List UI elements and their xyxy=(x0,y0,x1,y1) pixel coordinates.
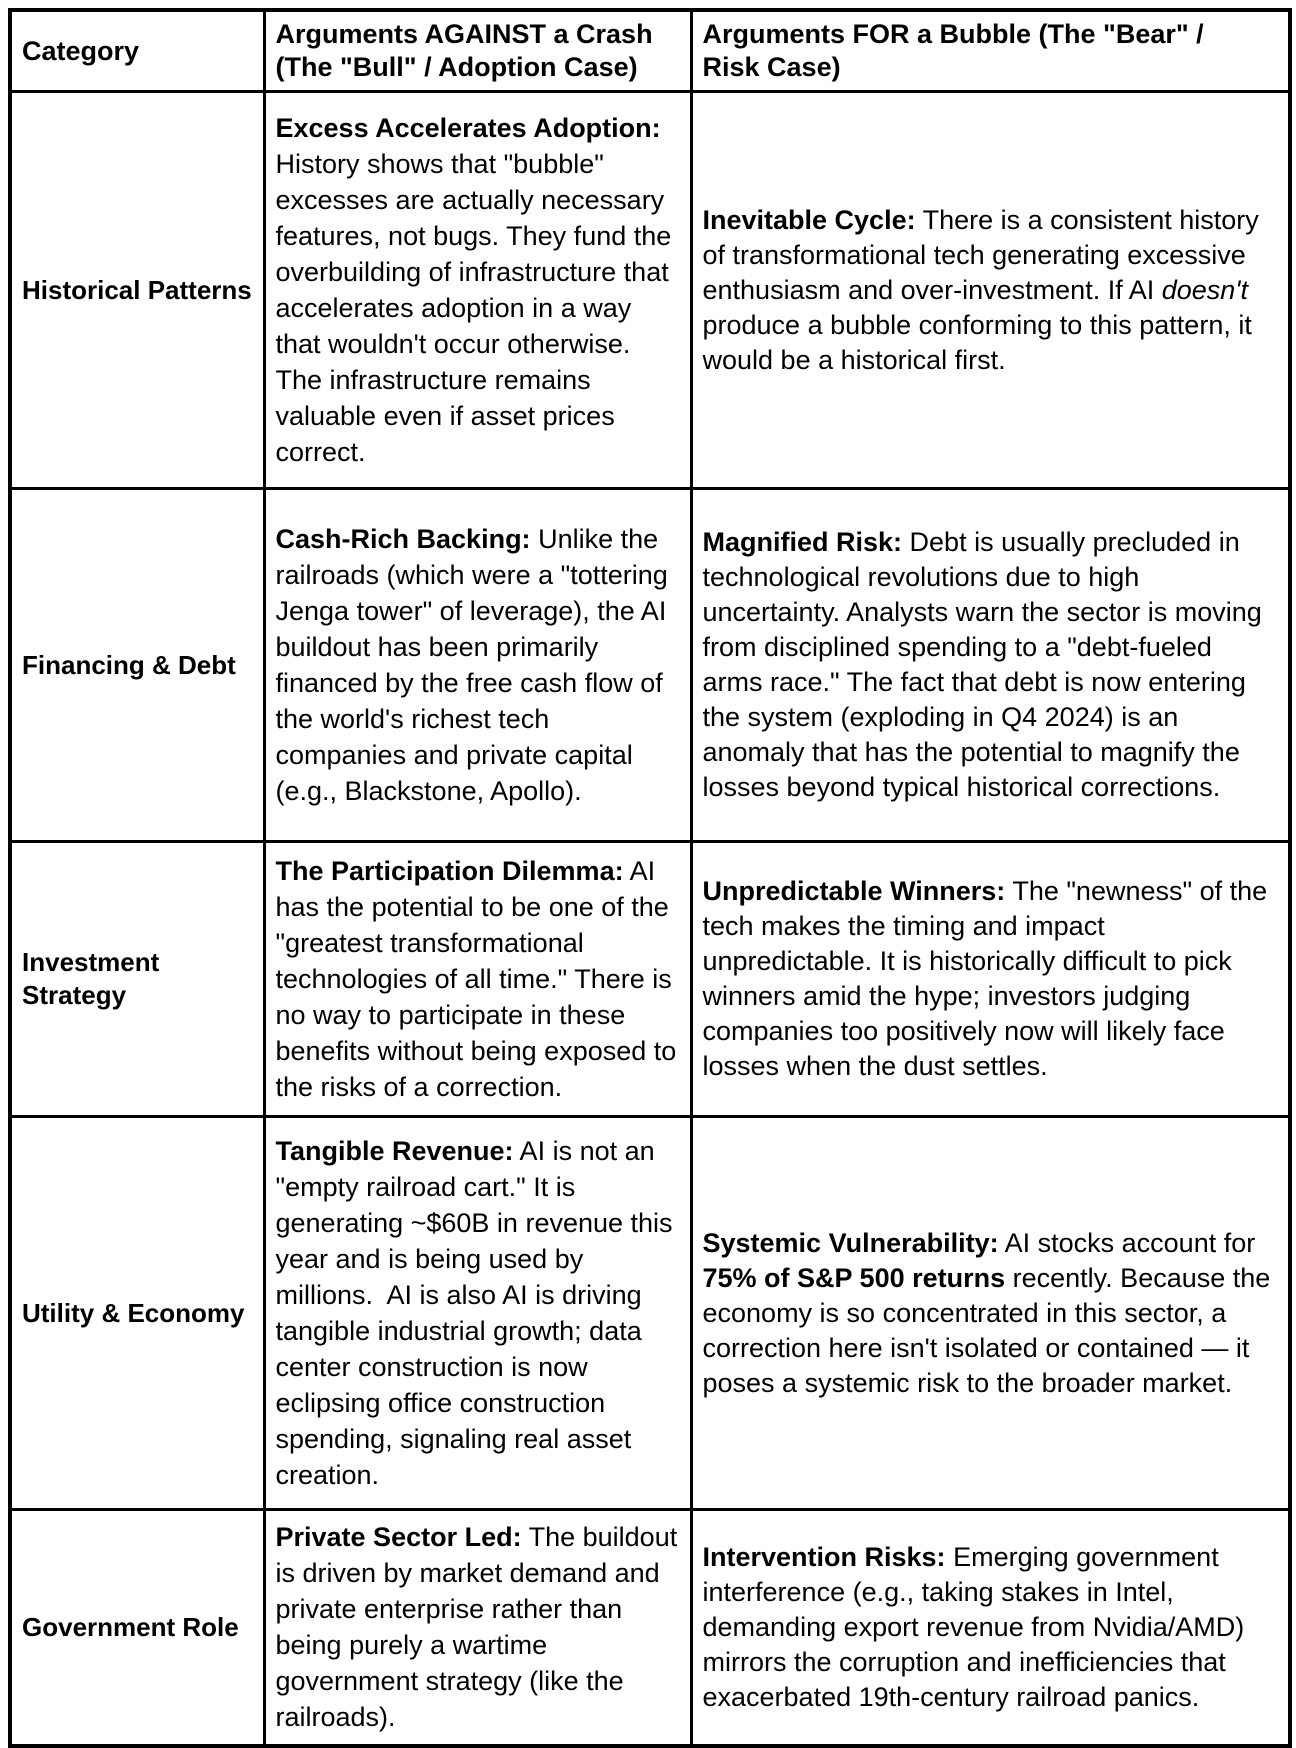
argument-lead: Intervention Risks: xyxy=(702,1541,946,1572)
argument-text-italic: doesn't xyxy=(1161,274,1248,305)
bull-argument-cell xyxy=(264,489,691,842)
argument-text: AI has the potential to be one of the "greatest transformational technologies of all time." There is no way to participate in these benefits without being exposed to the risks of a correction. xyxy=(275,856,684,1102)
category-label: Financing & Debt xyxy=(22,649,236,680)
argument-text: recently. Because the economy is so concentrated in this sector, a correction here isn't isolated or contained — it poses a systemic risk to the broader market. xyxy=(702,1262,1278,1398)
argument-text: The "newness" of the tech makes the timing and impact unpredictable. It is historically difficult to pick winners amid the hype; investors judging companies too positively now will likely face losses when the dust settles. xyxy=(702,876,1275,1081)
argument-text: produce a bubble conforming to this pattern, it would be a historical first. xyxy=(702,274,1260,375)
table-row-utility-economy xyxy=(10,1117,1290,1510)
argument-text: History shows that "bubble" excesses are actually necessary features, not bugs. They fund the overbuilding of infrastructure that accelerates adoption in a way that wouldn't occur otherwise. The infrastructure remains valuable even if asset prices correct. xyxy=(275,113,679,467)
header-row xyxy=(10,10,1290,92)
column-header-bull-line1: Arguments AGAINST a Crash xyxy=(275,19,653,49)
argument-lead: Excess Accelerates Adoption: xyxy=(275,113,661,143)
column-header-bear xyxy=(691,10,1290,92)
argument-text: AI stocks account for xyxy=(998,1227,1263,1258)
column-header-bull-line2: (The "Bull" / Adoption Case) xyxy=(275,52,638,82)
argument-lead: Tangible Revenue: xyxy=(275,1136,514,1166)
column-header-bull xyxy=(264,10,691,92)
argument-lead: The Participation Dilemma: xyxy=(275,856,624,886)
bear-argument-cell xyxy=(691,1510,1290,1746)
bull-argument-cell xyxy=(264,1510,691,1746)
category-cell xyxy=(10,842,264,1117)
argument-text: AI is not an "empty railroad cart." It is generating ~$60B in revenue this year and is being used by millions. AI is also AI is driving tangible industrial growth; data center construction is now eclipsing office construction spending, signaling real asset creation. xyxy=(275,1136,681,1490)
category-label: Historical Patterns xyxy=(22,274,252,305)
argument-text: The buildout is driven by market demand and private enterprise rather than being purely a wartime government strategy (like the railroads). xyxy=(275,1522,685,1733)
table-row-historical-patterns xyxy=(10,92,1290,489)
category-label: Investment Strategy xyxy=(22,947,167,1010)
bull-argument-cell xyxy=(264,842,691,1117)
argument-lead: Inevitable Cycle: xyxy=(702,204,916,235)
category-label: Utility & Economy xyxy=(22,1297,245,1328)
table-row-government-role xyxy=(10,1510,1290,1746)
table-row-financing-debt xyxy=(10,489,1290,842)
table-row-investment-strategy xyxy=(10,842,1290,1117)
category-cell xyxy=(10,1117,264,1510)
column-header-bear-line2: Risk Case) xyxy=(702,52,841,82)
category-cell xyxy=(10,1510,264,1746)
bear-argument-cell xyxy=(691,92,1290,489)
bull-argument-cell xyxy=(264,92,691,489)
column-header-category-label: Category xyxy=(22,35,140,66)
argument-lead: Systemic Vulnerability: xyxy=(702,1227,999,1258)
column-header-category xyxy=(10,10,264,92)
category-cell xyxy=(10,489,264,842)
argument-text: Debt is usually precluded in technological revolutions due to high uncertainty. Analysts warn the sector is moving from disciplined spending to a "debt-fueled arms race." The fact that debt is now entering the system (exploding in Q4 2024) is an anomaly that has the potential to magnify the losses beyond typical historical corrections. xyxy=(702,527,1270,802)
category-cell xyxy=(10,92,264,489)
argument-lead: Unpredictable Winners: xyxy=(702,876,1006,906)
argument-text: There is a consistent history of transformational tech generating excessive enthusiasm and over-investment. If AI xyxy=(702,204,1267,305)
argument-lead: Private Sector Led: xyxy=(275,1522,522,1553)
comparison-table xyxy=(8,8,1292,1748)
category-label: Government Role xyxy=(22,1611,239,1642)
argument-text: Unlike the railroads (which were a "tottering Jenga tower" of leverage), the AI buildout has been primarily financed by the free cash flow of the world's richest tech companies and private capital (e.g., Blackstone, Apollo). xyxy=(275,524,676,806)
bear-argument-cell xyxy=(691,1117,1290,1510)
argument-text: Emerging government interference (e.g., taking stakes in Intel, demanding export revenue from Nvidia/AMD) mirrors the corruption and inefficiencies that exacerbated 19th-century railroad panics. xyxy=(702,1541,1252,1712)
column-header-bear-line1: Arguments FOR a Bubble (The "Bear" / xyxy=(702,19,1204,49)
bear-argument-cell xyxy=(691,842,1290,1117)
argument-lead: Magnified Risk: xyxy=(702,527,903,557)
argument-text-bold: 75% of S&P 500 returns xyxy=(702,1262,1006,1293)
bear-argument-cell xyxy=(691,489,1290,842)
argument-lead: Cash-Rich Backing: xyxy=(275,524,531,554)
bull-argument-cell xyxy=(264,1117,691,1510)
